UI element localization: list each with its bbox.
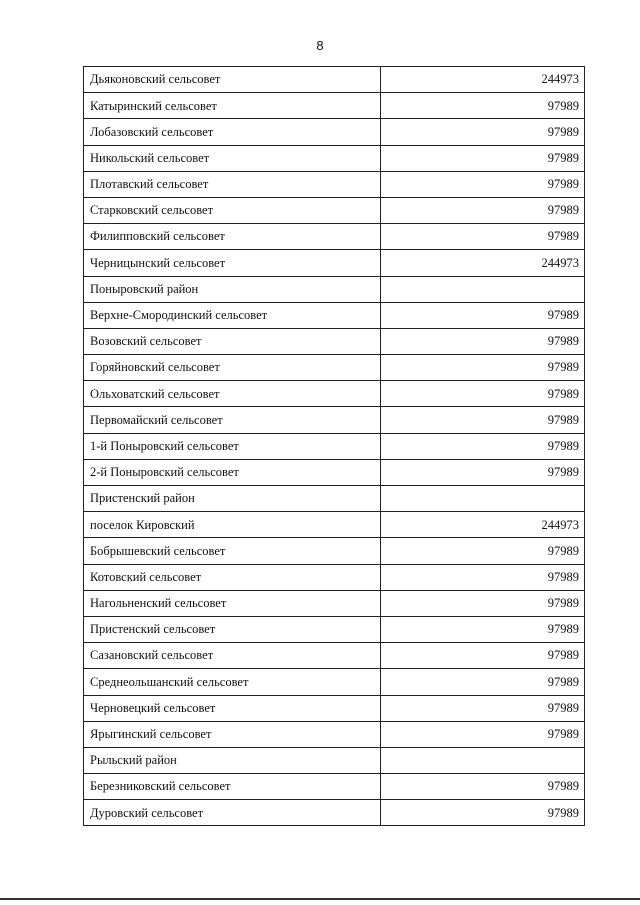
municipality-name-cell: Котовский сельсовет <box>84 564 381 590</box>
table-row <box>84 800 585 826</box>
amount-cell: 97989 <box>381 643 585 669</box>
page-number: 8 <box>316 38 324 53</box>
amount-cell: 97989 <box>381 800 585 826</box>
table-row <box>84 171 585 197</box>
amount-cell: 97989 <box>381 721 585 747</box>
table-row <box>84 197 585 223</box>
table-row <box>84 695 585 721</box>
municipality-name-cell: Возовский сельсовет <box>84 328 381 354</box>
amount-cell: 97989 <box>381 616 585 642</box>
table-row <box>84 433 585 459</box>
amount-cell: 97989 <box>381 381 585 407</box>
table-row <box>84 250 585 276</box>
municipality-name-cell: Лобазовский сельсовет <box>84 119 381 145</box>
amount-cell: 97989 <box>381 459 585 485</box>
table-row <box>84 459 585 485</box>
table-row <box>84 669 585 695</box>
table-row <box>84 145 585 171</box>
table-row <box>84 747 585 773</box>
municipality-name-cell: Березниковский сельсовет <box>84 774 381 800</box>
amount-cell: 97989 <box>381 433 585 459</box>
amount-cell: 97989 <box>381 538 585 564</box>
amount-cell: 97989 <box>381 145 585 171</box>
amount-cell: 97989 <box>381 119 585 145</box>
municipality-name-cell: Никольский сельсовет <box>84 145 381 171</box>
municipality-name-cell: Верхне-Смородинский сельсовет <box>84 302 381 328</box>
municipality-name-cell: Ярыгинский сельсовет <box>84 721 381 747</box>
municipality-name-cell: Рыльский район <box>84 747 381 773</box>
municipality-name-cell: Горяйновский сельсовет <box>84 355 381 381</box>
municipality-name-cell: Катыринский сельсовет <box>84 93 381 119</box>
municipality-name-cell: Дьяконовский сельсовет <box>84 67 381 93</box>
municipality-name-cell: Черницынский сельсовет <box>84 250 381 276</box>
municipality-name-cell: Поныровский район <box>84 276 381 302</box>
municipality-name-cell: Дуровский сельсовет <box>84 800 381 826</box>
page-bottom-edge <box>0 898 640 900</box>
municipality-name-cell: Старковский сельсовет <box>84 197 381 223</box>
table-row <box>84 328 585 354</box>
table-row <box>84 486 585 512</box>
table-row <box>84 538 585 564</box>
municipality-name-cell: Первомайский сельсовет <box>84 407 381 433</box>
table-row <box>84 119 585 145</box>
table-row <box>84 721 585 747</box>
municipality-name-cell: Ольховатский сельсовет <box>84 381 381 407</box>
municipality-name-cell: 2-й Поныровский сельсовет <box>84 459 381 485</box>
municipality-name-cell: Пристенский район <box>84 486 381 512</box>
allocation-table <box>83 66 585 826</box>
amount-cell: 97989 <box>381 669 585 695</box>
table-row <box>84 774 585 800</box>
amount-cell: 97989 <box>381 355 585 381</box>
amount-cell <box>381 486 585 512</box>
table-row <box>84 564 585 590</box>
amount-cell: 244973 <box>381 250 585 276</box>
table-row <box>84 381 585 407</box>
amount-cell <box>381 276 585 302</box>
amount-cell: 97989 <box>381 197 585 223</box>
table-row <box>84 355 585 381</box>
amount-cell: 97989 <box>381 774 585 800</box>
amount-cell: 97989 <box>381 564 585 590</box>
municipality-name-cell: 1-й Поныровский сельсовет <box>84 433 381 459</box>
amount-cell: 97989 <box>381 695 585 721</box>
municipality-name-cell: Плотавский сельсовет <box>84 171 381 197</box>
amount-cell: 97989 <box>381 93 585 119</box>
amount-cell: 97989 <box>381 590 585 616</box>
municipality-name-cell: Сазановский сельсовет <box>84 643 381 669</box>
table-row <box>84 67 585 93</box>
amount-cell: 244973 <box>381 67 585 93</box>
amount-cell: 97989 <box>381 171 585 197</box>
municipality-name-cell: Филипповский сельсовет <box>84 224 381 250</box>
table-row <box>84 302 585 328</box>
amount-cell: 97989 <box>381 224 585 250</box>
table-row <box>84 590 585 616</box>
table-row <box>84 407 585 433</box>
table-row <box>84 93 585 119</box>
municipality-name-cell: Пристенский сельсовет <box>84 616 381 642</box>
table-row <box>84 276 585 302</box>
amount-cell: 97989 <box>381 407 585 433</box>
amount-cell: 97989 <box>381 328 585 354</box>
municipality-name-cell: Нагольненский сельсовет <box>84 590 381 616</box>
amount-cell: 244973 <box>381 512 585 538</box>
amount-cell: 97989 <box>381 302 585 328</box>
municipality-name-cell: поселок Кировский <box>84 512 381 538</box>
table-body <box>84 67 585 826</box>
municipality-name-cell: Черновецкий сельсовет <box>84 695 381 721</box>
amount-cell <box>381 747 585 773</box>
table-row <box>84 643 585 669</box>
municipality-name-cell: Бобрышевский сельсовет <box>84 538 381 564</box>
municipality-name-cell: Среднеольшанский сельсовет <box>84 669 381 695</box>
table-row <box>84 512 585 538</box>
table-row <box>84 616 585 642</box>
table-row <box>84 224 585 250</box>
